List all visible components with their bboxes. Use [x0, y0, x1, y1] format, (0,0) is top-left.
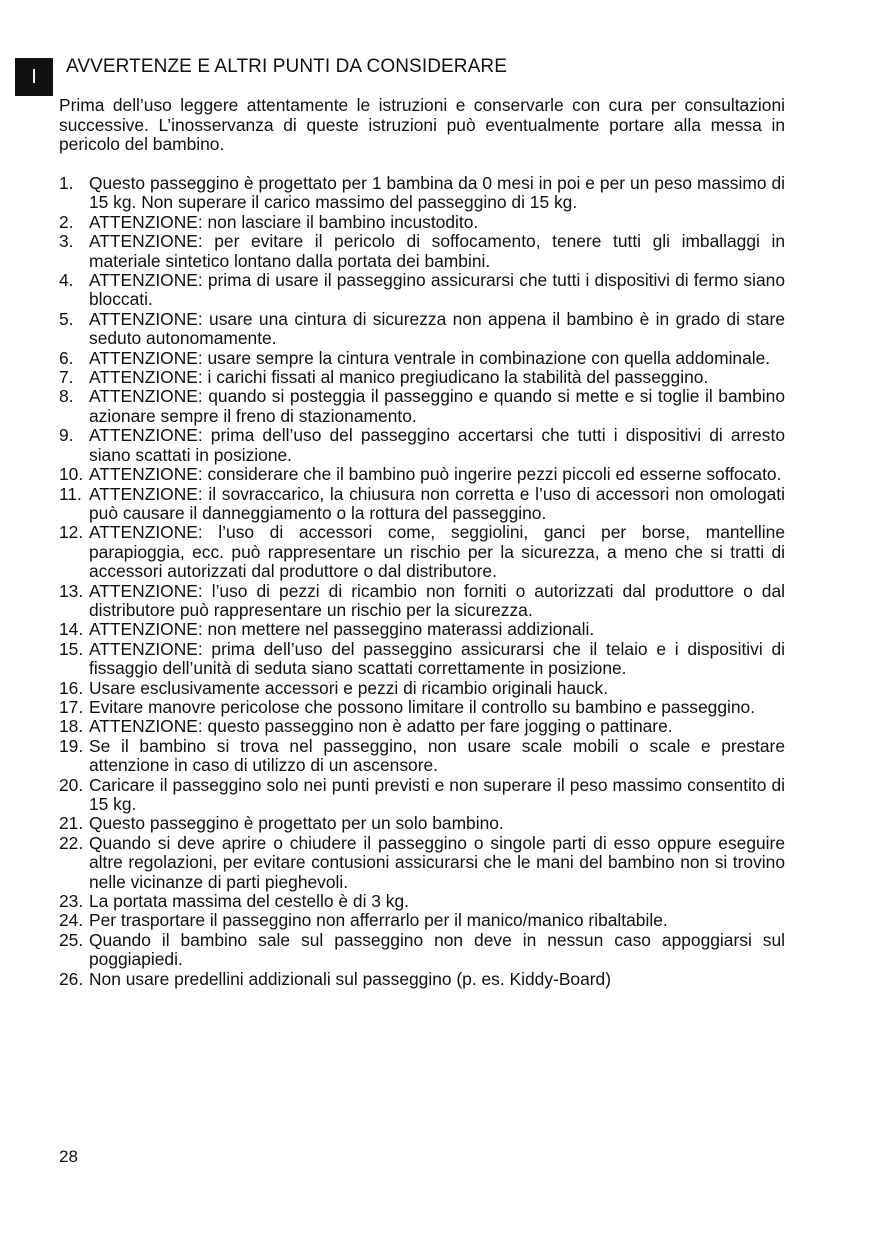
warning-number: 2. [59, 211, 74, 232]
warning-item [59, 465, 785, 484]
warning-item [59, 717, 785, 736]
warning-item [59, 640, 785, 679]
warning-number: 11. [59, 483, 82, 504]
warning-number: 7. [59, 367, 74, 388]
warning-text: Quando il bambino sale sul passeggino non deve in nessun caso appoggiarsi sul poggiapiedi. [89, 929, 785, 970]
warning-text: ATTENZIONE: quando si posteggia il passeggino e quando si mette e si toglie il bambino azionare sempre il freno di stazionamento. [89, 386, 785, 426]
warning-text: ATTENZIONE: l’uso di accessori come, seggiolini, ganci per borse, mantelline parapioggia, ecc. può rappresentare un rischio per la sicurezza, a meno che si tratti di accessori autorizzati dal produttore o dal distributore. [89, 522, 785, 582]
warning-text: La portata massima del cestello è di 3 kg. [89, 891, 409, 912]
warning-text: ATTENZIONE: prima dell’uso del passeggino accertarsi che tutti i dispositivi di arresto siano scattati in posizione. [89, 425, 785, 465]
warning-number: 5. [59, 308, 74, 329]
language-tab: I [15, 58, 53, 96]
warning-number: 22. [59, 832, 84, 853]
warning-item [59, 426, 785, 465]
warning-text: Evitare manovre pericolose che possono limitare il controllo su bambino e passeggino. [89, 696, 756, 717]
warning-number: 26. [59, 968, 84, 989]
warning-item [59, 970, 785, 989]
warning-number: 15. [59, 638, 84, 659]
warning-item [59, 387, 785, 426]
warning-item [59, 814, 785, 833]
warning-number: 1. [59, 173, 74, 193]
warning-text: ATTENZIONE: questo passeggino non è adatto per fare jogging o pattinare. [89, 716, 673, 737]
warning-text: Per trasportare il passeggino non afferrarlo per il manico/manico ribaltabile. [89, 910, 668, 931]
warning-number: 6. [59, 347, 74, 368]
warning-text: ATTENZIONE: non lasciare il bambino incustodito. [89, 211, 479, 232]
warning-number: 9. [59, 425, 74, 446]
warning-number: 16. [59, 677, 84, 698]
warning-item [59, 485, 785, 524]
warning-item [59, 174, 785, 213]
warning-number: 19. [59, 735, 84, 756]
warning-text: ATTENZIONE: usare sempre la cintura ventrale in combinazione con quella addominale. [89, 347, 771, 368]
warning-number: 17. [59, 696, 84, 717]
warning-number: 21. [59, 813, 84, 834]
warning-item [59, 232, 785, 271]
warning-number: 3. [59, 231, 74, 252]
warning-item [59, 698, 785, 717]
warning-text: ATTENZIONE: per evitare il pericolo di soffocamento, tenere tutti gli imballaggi in materiale sintetico lontano dalla portata dei bambini. [89, 231, 785, 271]
warning-item [59, 892, 785, 911]
page-number: 28 [59, 1147, 78, 1166]
warning-number: 14. [59, 619, 84, 640]
warning-number: 12. [59, 522, 84, 543]
warning-number: 23. [59, 891, 84, 912]
warning-text: Quando si deve aprire o chiudere il passeggino o singole parti di esso oppure eseguire altre regolazioni, per evitare contusioni assicurarsi che le mani del bambino non si trovino nelle vicinanze di parti pieghevoli. [89, 832, 785, 892]
warning-text: ATTENZIONE: l’uso di pezzi di ricambio non forniti o autorizzati dal produttore o dal distributore può rappresentare un rischio per la sicurezza. [89, 580, 785, 620]
warning-number: 18. [59, 716, 84, 737]
warning-item [59, 737, 785, 776]
page-title: AVVERTENZE E ALTRI PUNTI DA CONSIDERARE [66, 56, 507, 77]
warning-text: Non usare predellini addizionali sul passeggino (p. es. Kiddy-Board) [89, 968, 612, 989]
warning-item [59, 523, 785, 581]
warning-text: ATTENZIONE: il sovraccarico, la chiusura non corretta e l’uso di accessori non omologati può causare il danneggiamento o la rottura del passeggino. [89, 483, 785, 523]
warning-text: ATTENZIONE: i carichi fissati al manico pregiudicano la stabilità del passeggino. [89, 367, 709, 388]
warning-item [59, 834, 785, 892]
warning-number: 24. [59, 910, 84, 931]
warning-text: ATTENZIONE: non mettere nel passeggino materassi addizionali. [89, 619, 595, 640]
warning-text: ATTENZIONE: prima dell’uso del passeggino assicurarsi che il telaio e i dispositivi di fissaggio dell’unità di seduta siano scattati correttamente in posizione. [89, 638, 785, 679]
warning-number: 25. [59, 929, 84, 950]
warning-text: ATTENZIONE: usare una cintura di sicurezza non appena il bambino è in grado di stare seduto autonomamente. [89, 308, 785, 349]
warning-text: Usare esclusivamente accessori e pezzi di ricambio originali hauck. [89, 677, 609, 698]
intro-paragraph: Prima dell’uso leggere attentamente le istruzioni e conservarle con cura per consultazioni successive. L’inosservanza di queste istruzioni può eventualmente portare alla messa in pericolo del bambino. [59, 95, 785, 154]
warning-text: ATTENZIONE: considerare che il bambino può ingerire pezzi piccoli ed esserne soffocato. [89, 464, 782, 485]
warning-item [59, 911, 785, 930]
warning-text: Questo passeggino è progettato per un solo bambino. [89, 813, 504, 834]
warning-number: 10. [59, 464, 84, 485]
warning-text: Caricare il passeggino solo nei punti previsti e non superare il peso massimo consentito di 15 kg. [89, 774, 785, 814]
warning-item [59, 310, 785, 349]
warning-item [59, 271, 785, 310]
warning-number: 8. [59, 386, 74, 407]
warning-item [59, 213, 785, 232]
warning-item [59, 349, 785, 368]
warning-number: 13. [59, 580, 84, 601]
warning-item [59, 679, 785, 698]
warning-number: 4. [59, 270, 74, 291]
warning-number: 20. [59, 774, 84, 795]
warning-text: ATTENZIONE: prima di usare il passeggino assicurarsi che tutti i dispositivi di fermo siano bloccati. [89, 270, 785, 310]
warning-item [59, 931, 785, 970]
warning-item [59, 582, 785, 621]
warning-item [59, 620, 785, 639]
warning-text: Questo passeggino è progettato per 1 bambina da 0 mesi in poi e per un peso massimo di 15 kg. Non superare il carico massimo del passeggino di 15 kg. [89, 173, 785, 213]
warning-item [59, 776, 785, 815]
warning-text: Se il bambino si trova nel passeggino, non usare scale mobili o scale e prestare attenzione in caso di utilizzo di un ascensore. [89, 735, 785, 776]
warnings-list [59, 174, 785, 989]
warning-item [59, 368, 785, 387]
